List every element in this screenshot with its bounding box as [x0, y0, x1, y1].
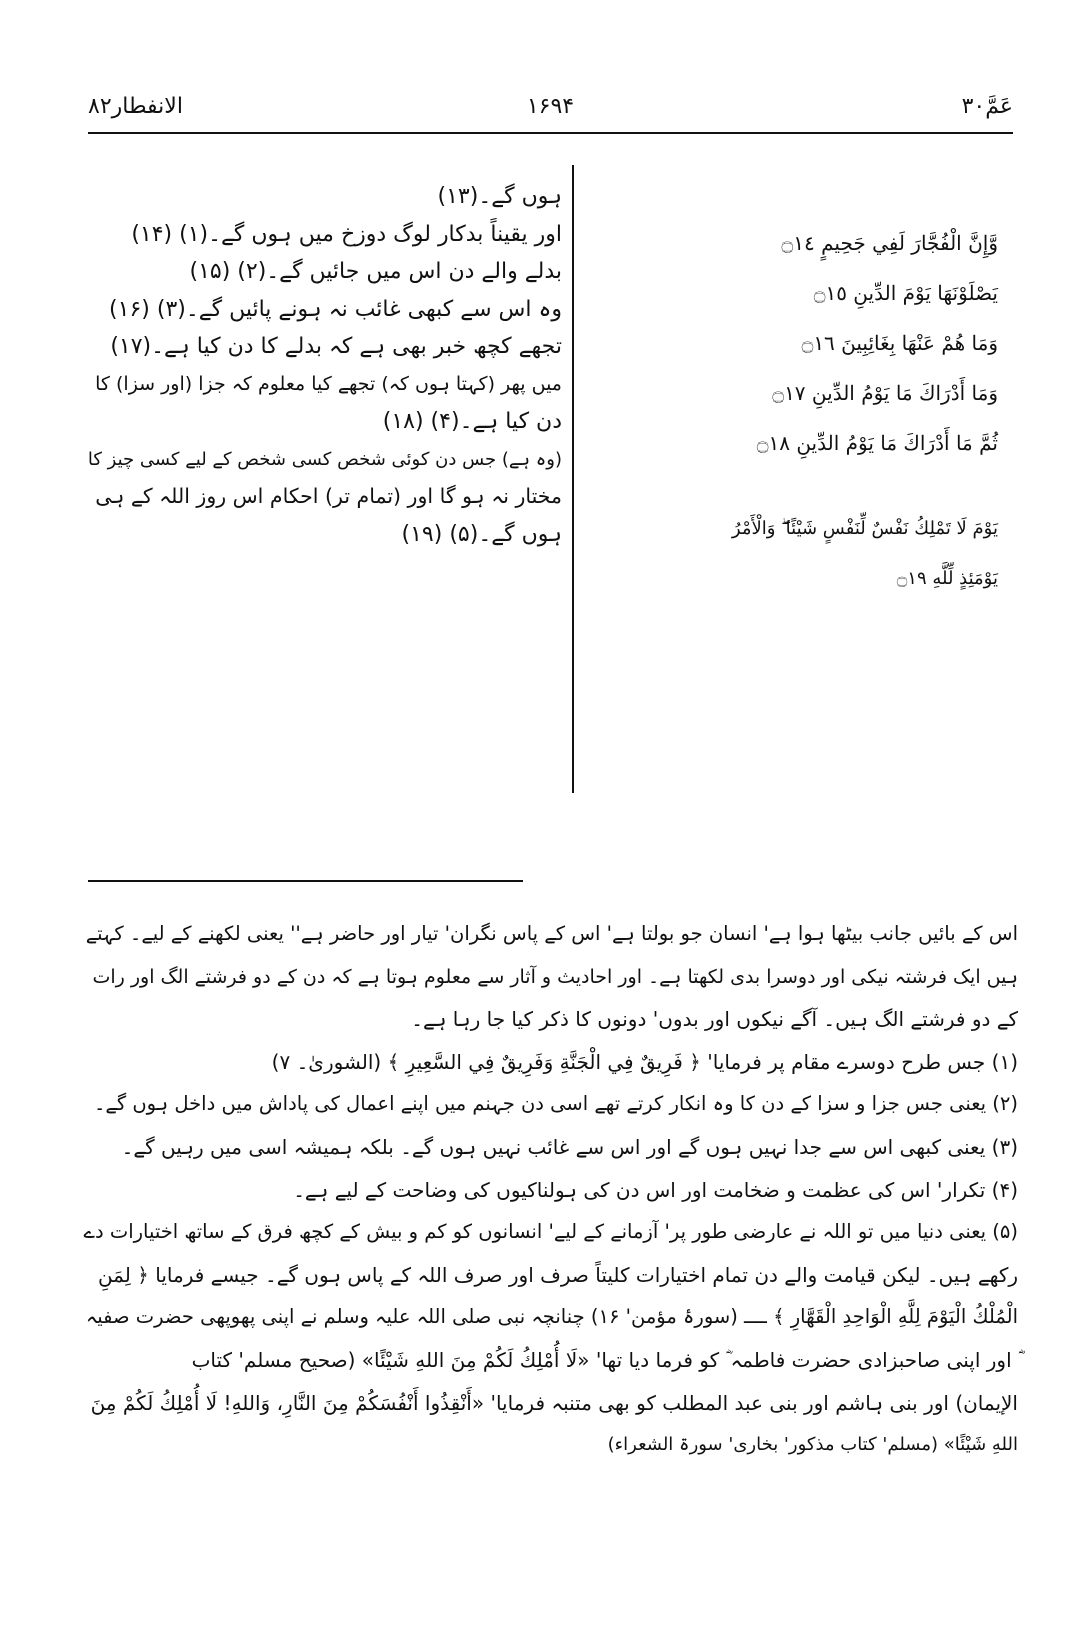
- translation-line: تجھے کچھ خبر بھی ہے کہ بدلے کا دن کیا ہے۔(۱۷): [110, 334, 562, 359]
- footnote-line: (۲) یعنی جس جزا و سزا کے دن کا وہ انکار کرتے تھے اسی دن جہنم میں اپنے اعمال کی پاداش میں داخل ہوں گے۔: [94, 1092, 1018, 1116]
- footnote-line: (۳) یعنی کبھی اس سے جدا نہیں ہوں گے اور اس سے غائب نہیں ہوں گے۔ بلکہ ہمیشہ اسی میں رہیں گے۔: [121, 1134, 1018, 1159]
- footnote-line: ؓ اور اپنی صاحبزادی حضرت فاطمہ ؓ کو فرما دیا تھا' «لَا أُمْلِكُ لَكُمْ مِنَ اللهِ شَيْئًا» (صحیح مسلم' کتاب: [191, 1347, 1018, 1372]
- footnote-line: (۱) جس طرح دوسرے مقام پر فرمایا' ﴿ فَرِيقٌ فِي الْجَنَّةِ وَفَرِيقٌ فِي السَّعِيرِ ﴾ (الشوریٰ۔ ۷): [271, 1049, 1018, 1074]
- footnote-line: رکھے ہیں۔ لیکن قیامت والے دن تمام اختیارات کلیتاً صرف اور صرف اللہ کے پاس ہوں گے۔ جیسے فرمایا ﴿ لِمَنِ: [97, 1262, 1018, 1287]
- footnote-line: الإیمان) اور بنی ہاشم اور بنی عبد المطلب کو بھی متنبہ فرمایا' «أَنْقِذُوا أَنْفُسَكُمْ مِنَ النَّارِ، وَاللهِ! لَا أُمْلِكُ لَكُمْ مِنَ: [90, 1390, 1018, 1415]
- footnote-line: اللهِ شَيْئًا» (مسلم' کتاب مذکور' بخاری' سورۃ الشعراء): [607, 1434, 1018, 1456]
- translation-line: میں پھر (کہتا ہوں کہ) تجھے کیا معلوم کہ جزا (اور سزا) کا: [95, 372, 562, 395]
- para-name-header: عَمَّ۳۰: [961, 94, 1013, 119]
- translation-line: مختار نہ ہو گا اور (تمام تر) احکام اس روز اللہ کے ہی: [95, 484, 562, 508]
- urdu-translation-column: [88, 178, 562, 553]
- arabic-verse: وَمَا هُمْ عَنْهَا بِغَائِبِينَ ۝١٦: [801, 331, 998, 355]
- verse-gap: [650, 468, 998, 504]
- footnote-line: کے دو فرشتے الگ ہیں۔ آگے نیکوں اور بدوں' دونوں کا ذکر کیا جا رہا ہے۔: [411, 1007, 1018, 1032]
- footnote-line: (۵) یعنی دنیا میں تو اللہ نے عارضی طور پر' آزمانے کے لیے' انسانوں کو کم و بیش کے کچھ فرق کے ساتھ اختیارات دے: [83, 1220, 1018, 1244]
- footnote-line: اس کے بائیں جانب بیٹھا ہوا ہے' انسان جو بولتا ہے' اس کے پاس نگران' تیار اور حاضر ہے'' یعنی لکھنے کے لیے۔ کہتے: [85, 922, 1018, 945]
- translation-line: وہ اس سے کبھی غائب نہ ہونے پائیں گے۔(۳) (۱۶): [109, 296, 562, 322]
- surah-name-header: الانفطار۸۲: [88, 94, 183, 119]
- footnotes-section: [80, 913, 1018, 1467]
- translation-line: ہوں گے۔(۵) (۱۹): [401, 521, 562, 547]
- translation-line: دن کیا ہے۔(۴) (۱۸): [382, 409, 562, 434]
- footnote-line: (۴) تکرار' اس کی عظمت و ضخامت اور اس دن کی ہولناکیوں کی وضاحت کے لیے ہے۔: [293, 1177, 1018, 1202]
- arabic-verse: يَوْمَئِذٍ لِّلَّهِ ۝١٩: [896, 568, 998, 589]
- translation-line: (وہ ہے) جس دن کوئی شخص کسی شخص کے لیے کسی چیز کا: [87, 448, 562, 470]
- footnote-separator: [88, 880, 523, 882]
- footnote-line: ہیں ایک فرشتہ نیکی اور دوسرا بدی لکھتا ہے۔ اور احادیث و آثار سے معلوم ہوتا ہے کہ دن کے دو فرشتے الگ اور رات: [92, 965, 1018, 988]
- footnote-line: الْمُلْكُ الْيَوْمَ لِلَّهِ الْوَاحِدِ الْقَهَّارِ ﴾ ــــ (سورۂ مؤمن' ۱۶) چنانچہ نبی صلی اللہ علیہ وسلم نے اپنی پھوپھی حضرت صفیہ: [85, 1305, 1018, 1329]
- arabic-verse: ثُمَّ مَا أَدْرَاكَ مَا يَوْمُ الدِّينِ ۝١٨: [756, 431, 998, 455]
- translation-line: ہوں گے۔(۱۳): [437, 184, 562, 209]
- arabic-verse: يَوْمَ لَا تَمْلِكُ نَفْسٌ لِّنَفْسٍ شَيْئًا ۖ وَالْأَمْرُ: [731, 518, 998, 539]
- column-divider: [572, 165, 574, 793]
- page-number: ۱۶۹۴: [526, 94, 575, 119]
- arabic-verse: يَصْلَوْنَهَا يَوْمَ الدِّينِ ۝١٥: [813, 281, 998, 305]
- arabic-verse: وَمَا أَدْرَاكَ مَا يَوْمُ الدِّينِ ۝١٧: [772, 381, 998, 405]
- arabic-verse: وَّإِنَّ الْفُجَّارَ لَفِي جَحِيمٍ ۝١٤: [781, 231, 998, 255]
- translation-line: بدلے والے دن اس میں جائیں گے۔(۲) (۱۵): [189, 259, 562, 284]
- arabic-verses-column: [650, 218, 998, 604]
- translation-line: اور یقیناً بدکار لوگ دوزخ میں ہوں گے۔(۱) (۱۴): [131, 221, 562, 247]
- page-header: [88, 88, 1013, 134]
